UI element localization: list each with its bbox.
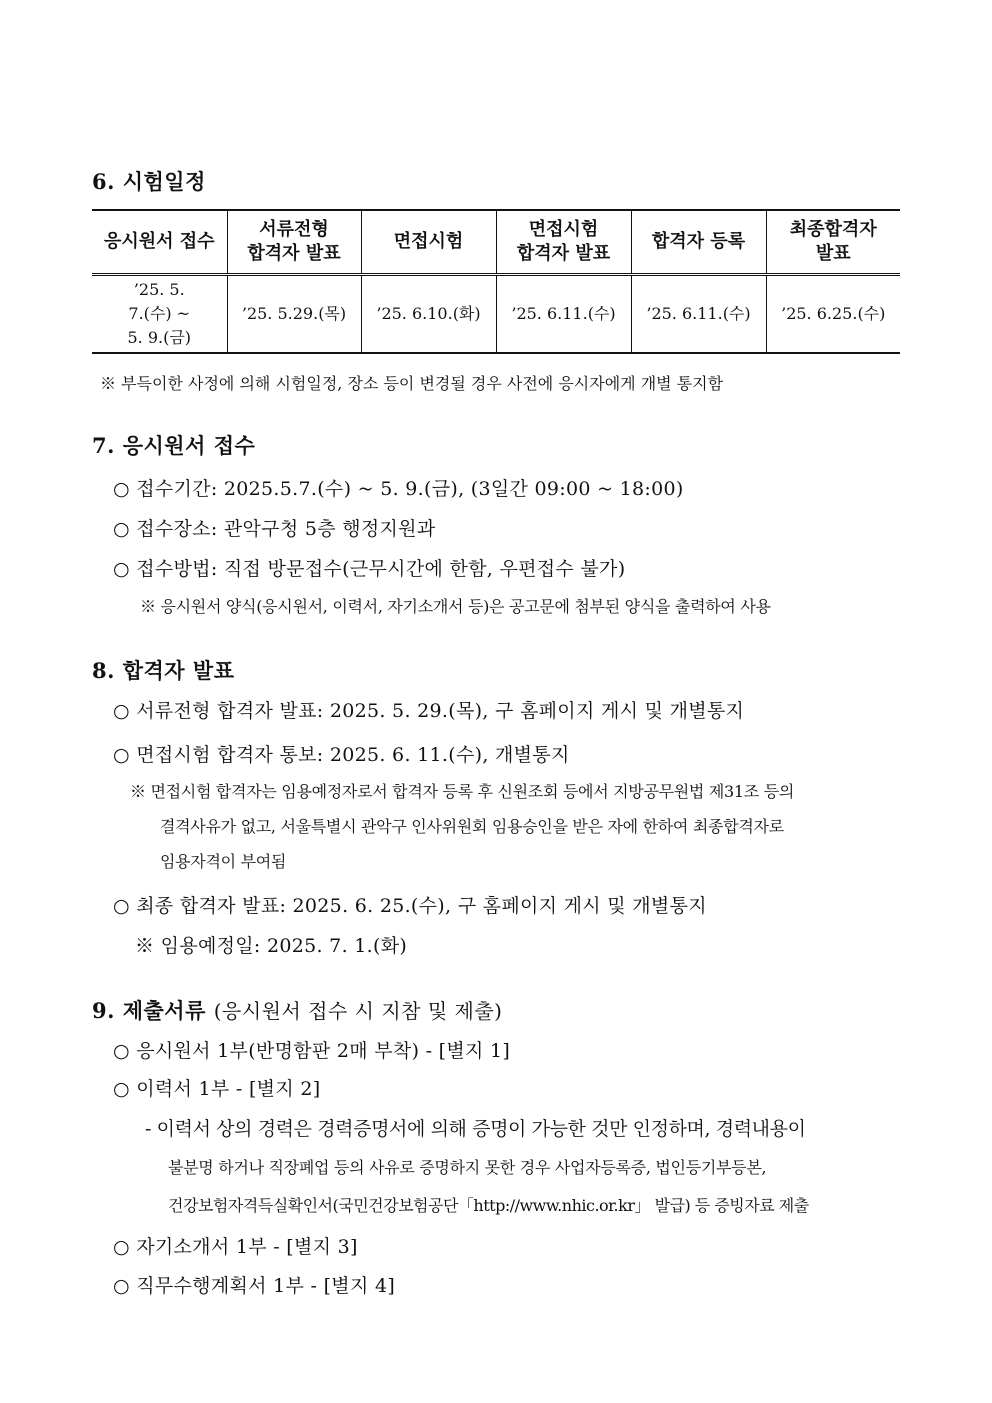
submit-resume: ○ 이력서 1부 - [별지 2]	[113, 1078, 321, 1100]
section-9-title	[92, 995, 502, 1025]
section-9-title-main: 9. 제출서류	[92, 998, 206, 1023]
cell-interview-result-date: ’25. 6.11.(수)	[496, 275, 631, 354]
header-registration: 합격자 등록	[631, 210, 766, 275]
header-application: 응시원서 접수	[92, 210, 227, 275]
resume-note-line-2: 불분명 하거나 직장폐업 등의 사유로 증명하지 못한 경우 사업자등록증, 법인등기부등본,	[168, 1158, 767, 1177]
submit-job-plan: ○ 직무수행계획서 1부 - [별지 4]	[113, 1275, 396, 1297]
application-place: ○ 접수장소: 관악구청 5층 행정지원과	[113, 518, 436, 540]
cell-final-result-date: ’25. 6.25.(수)	[766, 275, 900, 354]
submit-application-form: ○ 응시원서 1부(반명함판 2매 부착) - [별지 1]	[113, 1040, 511, 1062]
section-7-title: 7. 응시원서 접수	[92, 433, 256, 458]
schedule-note: ※ 부득이한 사정에 의해 시험일정, 장소 등이 변경될 경우 사전에 응시자에게 개별 통지함	[100, 374, 724, 393]
schedule-header-row	[92, 210, 900, 275]
resume-note-line-3: 건강보험자격득실확인서(국민건강보험공단「http://www.nhic.or.kr」 발급) 등 증빙자료 제출	[168, 1196, 809, 1215]
exam-schedule-table	[92, 209, 900, 354]
header-document-result: 서류전형 합격자 발표	[227, 210, 361, 275]
final-result-announcement: ○ 최종 합격자 발표: 2025. 6. 25.(수), 구 홈페이지 게시 및 개별통지	[113, 895, 707, 917]
header-final-result: 최종합격자 발표	[766, 210, 900, 275]
section-8-title: 8. 합격자 발표	[92, 658, 235, 683]
schedule-date-row	[92, 275, 900, 354]
cell-interview-date: ’25. 6.10.(화)	[361, 275, 496, 354]
resume-note-line-1: - 이력서 상의 경력은 경력증명서에 의해 증명이 가능한 것만 인정하며, 경력내용이	[145, 1118, 806, 1140]
submit-self-introduction: ○ 자기소개서 1부 - [별지 3]	[113, 1236, 358, 1258]
interview-note-line-1: ※ 면접시험 합격자는 임용예정자로서 합격자 등록 후 신원조회 등에서 지방공무원법 제31조 등의	[130, 782, 795, 801]
appointment-date-note: ※ 임용예정일: 2025. 7. 1.(화)	[135, 935, 408, 957]
cell-application-dates: ’25. 5. 7.(수) ~ 5. 9.(금)	[92, 275, 227, 354]
cell-document-result-date: ’25. 5.29.(목)	[227, 275, 361, 354]
cell-registration-date: ’25. 6.11.(수)	[631, 275, 766, 354]
application-period: ○ 접수기간: 2025.5.7.(수) ~ 5. 9.(금), (3일간 09:00 ~ 18:00)	[113, 478, 684, 500]
header-interview: 면접시험	[361, 210, 496, 275]
application-method: ○ 접수방법: 직접 방문접수(근무시간에 한함, 우편접수 불가)	[113, 558, 626, 580]
interview-note-line-2: 결격사유가 없고, 서울특별시 관악구 인사위원회 임용승인을 받은 자에 한하여 최종합격자로	[160, 817, 784, 836]
interview-note-line-3: 임용자격이 부여됨	[160, 852, 287, 871]
interview-result-notice: ○ 면접시험 합격자 통보: 2025. 6. 11.(수), 개별통지	[113, 744, 570, 766]
section-9-subtitle: (응시원서 접수 시 지참 및 제출)	[213, 999, 503, 1023]
document-result-announcement: ○ 서류전형 합격자 발표: 2025. 5. 29.(목), 구 홈페이지 게시 및 개별통지	[113, 700, 745, 722]
header-interview-result: 면접시험 합격자 발표	[496, 210, 631, 275]
application-form-note: ※ 응시원서 양식(응시원서, 이력서, 자기소개서 등)은 공고문에 첨부된 양식을 출력하여 사용	[140, 597, 771, 616]
section-6-title: 6. 시험일정	[92, 169, 206, 194]
